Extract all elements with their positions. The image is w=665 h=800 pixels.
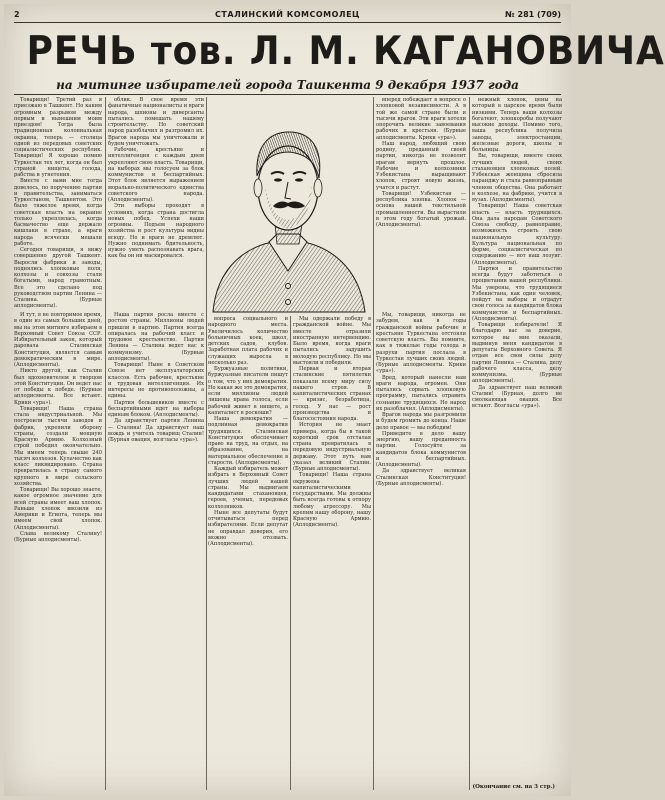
column-6 [472, 97, 562, 783]
paragraph: Ныне все депутаты будут отчитываться перед избирателями. Если депутат не оправдал доверия, его можно отозвать. (Аплодисменты). [208, 509, 288, 547]
paragraph: Слава великому Сталину! (Бурные аплодисменты). [14, 530, 102, 543]
newspaper-page [4, 4, 665, 796]
paragraph: вперед побеждает в вопросе о хлопковой независимости. А в той же самой стране были и тысячи врагов. Эти враги хотели опорочить великие завоевания рабочих и крестьян. (Бурные аплодисменты. Крики «ура»). [376, 97, 466, 141]
paragraph: Товарищи! Ныне в Советском Союзе нет эксплуататорских классов. Есть рабочие, крестьяне и трудовая интеллигенция. Их интересы не противоположны, а едины. [108, 362, 204, 400]
rule [14, 94, 561, 95]
paragraph: Партия и правительство всегда будут заботиться о процветании вашей республики. Мы уверены, что трудящиеся Узбекистана, как один человек, пойдут на выборы и отдадут свои голоса за кандидатов блока коммунистов и беспартийных. (Аплодисменты). [472, 265, 562, 322]
paragraph: Буржуазные политики, буржуазные писатели пишут о том, что у них демократия. Но какая же это демократия, если миллионы людей лишены права голоса, если рабочий живет в нищете, а капиталист в роскоши? [208, 366, 288, 416]
paragraph: Каждый избиратель может избрать в Верховный Совет лучших людей нашей страны. Мы выдвигаем кандидатами стахановцев, героев, ученых, передовых колхозников. [208, 466, 288, 510]
paragraph: Приведите в дело вашу энергию, вашу преданность партии. Голосуйте за кандидатов блока коммунистов и беспартийных. (Аплодисменты). [376, 430, 466, 468]
paragraph: Товарищи! Наша советская власть — власть трудящихся. Она дала народам Советского Союза свободу, равноправие, возможность строить свою национальную культуру. Культура национальная по форме, социалистическая по содержанию — вот наш лозунг. (Аплодисменты). [472, 203, 562, 266]
column-divider [290, 316, 291, 790]
paragraph: Сегодня товарищи, я вижу совершенно другой Ташкент. Выросли фабрики и заводы, поднялись хлопковые поля, колхозы и совхозы стали богатыми, народ грамотным. Все это сделано под руководством партии Ленина — Сталина. (Бурные аплодисменты). [14, 247, 102, 310]
paragraph: Наш народ, любящий свою родину, преданный своей партии, никогда не позволит врагам вернуть прошлое. Рабочие и колхозники Узбекистана выращивают хлопок, строят новую жизнь, учатся и растут. [376, 140, 466, 191]
column-divider [373, 97, 374, 790]
paragraph: Наша партия росла вместе с ростом страны. Миллионы людей пришли в партию. Партия всегда опиралась на рабочий класс и трудовое крестьянство. Партия Ленина — Сталина ведет нас к коммунизму. (Бурные аплодисменты). [108, 312, 204, 362]
column-3-bottom [208, 316, 288, 790]
paragraph: Врагов народа мы разгромили и будем громить до конца. Наше дело правое — мы победим! [376, 412, 466, 431]
paragraph: Наша демократия — подлинная демократия трудящихся. Сталинская Конституция обеспечивает право на труд, на отдых, на образование, на материальное обеспечение в старости. (Аплодисменты). [208, 416, 288, 466]
continuation-note: (Окончание см. на 3 стр.) [472, 784, 555, 790]
column-5-top [376, 97, 466, 309]
paragraph: Никто другой, как Сталин был вдохновителем и творцом этой Конституции. Он ведет нас от победы к победе. (Бурные аплодисменты. Все встают. Крики «ура»). [14, 368, 102, 406]
paragraph: Товарищи избиратели! Я благодарю вас за доверие, которое вы мне оказали, выдвинув меня кандидатом в депутаты Верховного Совета. Я отдам все свои силы делу партии Ленина — Сталина, делу рабочего класса, делу коммунизма. (Бурные аплодисменты). [472, 322, 562, 385]
column-5-bottom [376, 312, 466, 790]
paragraph: Товарищи! Наша страна окружена капиталистическими государствами. Мы должны быть всегда готовы к отпору любому агрессору. Мы крепим нашу оборону, нашу Красную Армию. (Аплодисменты). [293, 472, 371, 529]
paragraph: нежный хлопок, цены на который в царское время были низкими. Теперь ваши колхозы богатеют, хлопкоробы получают высокие доходы. Помимо того, ваша республика получила заводы, электростанции, железные дороги, школы и больницы. [472, 97, 562, 153]
column-1-top [14, 97, 102, 309]
headline: РЕЧЬ тов. Л. М. КАГАНОВИЧА [26, 29, 665, 74]
paragraph: История не знает примера, когда бы в такой короткий срок отсталая страна превратилась в передовую индустриальную державу. Этот путь нам указал великий Сталин. (Бурные аплодисменты). [293, 422, 371, 472]
paragraph: Да здравствует наш великий Сталин! (Бурная, долго не смолкающая овация. Все встают. Возгласы «ура»). [472, 384, 562, 410]
paragraph: Товарищи! Третий раз я приезжаю в Ташкент. Но каким огромным разрывом между первым и нынешним моим приездом! Тогда была традиционная колониальная окраина, теперь — столица одной из передовых советских социалистических республик. Товарищи! Я хорошо помню Туркестан тех лет, когда он был страной нищеты, голода, рабства и угнетения. [14, 97, 102, 178]
column-2-top [108, 97, 204, 309]
paragraph: Да здравствует партия Ленина — Сталина! Да здравствует наш вождь и учитель товарищ Сталин! (Бурная овация, возгласы «ура»). [108, 418, 204, 443]
paragraph: Партия большевиков вместе с беспартийными идет на выборы единым блоком. (Аплодисменты). [108, 399, 204, 418]
paragraph: Мы одержали победу в гражданской войне. Мы вместе отразили иностранную интервенцию. Было время, когда враги пытались задушить молодую республику. Но мы выстояли и победили. [293, 316, 371, 366]
paragraph: Товарищи! Наша страна стала индустриальной. Мы построили тысячи заводов и фабрик, укрепили оборону страны, создали мощную Красную Армию. Колхозный строй победил окончательно. Мы имеем теперь свыше 240 тысяч колхозов. Кулачество как класс ликвидировано. Страна превратилась в страну самого крупного в мире сельского хозяйства. [14, 405, 102, 487]
paragraph: Вред, который нанесли нам враги народа, огромен. Они пытались сорвать хлопковую программу, пытались отравить сознание трудящихся. Но народ их разоблачил. (Аплодисменты). [376, 374, 466, 412]
column-divider [469, 97, 470, 790]
paragraph: Товарищи! Вы хорошо знаете, какое огромное значение для всей страны имеет ваш хлопок. Раньше хлопок ввозили из Америки и Египта, теперь мы имеем свой хлопок. (Аплодисменты). [14, 487, 102, 531]
column-1-bottom [14, 312, 102, 790]
paragraph: Вместе с вами мне тогда довелось, по поручению партии и правительства, заниматься Туркестаном, Ташкентом. Это было тяжелое время, когда советская власть на окраине только укреплялась, когда басмачество еще держало кишлаки в страхе, а враги народа всячески мешали работе. [14, 178, 102, 247]
paragraph: Мы, товарищи, никогда не забудем, как в годы гражданской войны рабочие и крестьяне Туркестана отстояли советскую власть. Вы помните, как в тяжелые годы голода и разрухи партия послала в Туркестан лучших своих людей. (Бурные аплодисменты. Крики «ура»). [376, 312, 466, 375]
portrait-image [207, 96, 369, 312]
column-4-bottom [293, 316, 371, 790]
subheadline: на митинге избирателей города Ташкента 9 декабря 1937 года [56, 78, 519, 92]
paragraph: Эти выборы проходят в условиях, когда страна достигла новых побед. Успехи наши огромны. Подъем народного хозяйства и рост культуры видны всюду. Но и враги не дремлют. Нужно поднимать бдительность, нужно уметь распознавать врага, как бы он ни маскировался. [108, 203, 204, 260]
masthead [14, 10, 561, 23]
paragraph: облик. В свое время эти фанатичные националисты и враги народа, шпионы и диверсанты пытались помешать нашему строительству. Но советский народ разоблачил и разгромил их. Врагов народа мы уничтожали и будем уничтожать. [108, 97, 204, 147]
paper-name: СТАЛИНСКИЙ КОМСОМОЛЕЦ [215, 10, 360, 19]
issue-number: № 281 (709) [505, 10, 561, 19]
paragraph: Товарищи! Узбекистан — республика хлопка. Хлопок — основа нашей текстильной промышленности. Вы вырастили в этом году богатый урожай. (Аплодисменты). [376, 190, 466, 228]
paragraph: Вы, товарищи, имеете своих лучших людей, своих стахановцев хлопковых полей. Узбекская женщина сбросила паранджу и стала равноправным членом общества. Она работает в колхозе, на фабрике, учится в вузах. (Аплодисменты). [472, 153, 562, 203]
column-divider [105, 97, 106, 790]
paragraph: Рабочие, крестьяне и интеллигенция с каждым днем укрепляют свою власть. Товарищи, на выборах мы голосуем за блок коммунистов и беспартийных. Этот блок является выражением морально-политического единства советского народа. (Аплодисменты). [108, 147, 204, 203]
paragraph: И тут, в не повторимое время, в один из самых больших дней, мы на этом митинге избираем в Верховный Совет Союза ССР. Избирательный закон, который даровала Сталинская Конституция, является самым демократическим в мире. (Аплодисменты). [14, 312, 102, 368]
column-2-bottom [108, 312, 204, 790]
paragraph: Да здравствует великая Сталинская Конституция! (Бурные аплодисменты). [376, 468, 466, 487]
page-number: 2 [14, 10, 20, 19]
paragraph: вопроса социального и народного места. Увеличилось количество больничных коек, школ, детских садов, клубов. Заработная плата рабочих и служащих выросла в несколько раз. [208, 316, 288, 366]
paragraph: Первая и вторая сталинские пятилетки показали всему миру силу нашего строя. В капиталистических странах — кризис, безработица, голод. У нас — рост производства и благосостояния народа. [293, 366, 371, 422]
